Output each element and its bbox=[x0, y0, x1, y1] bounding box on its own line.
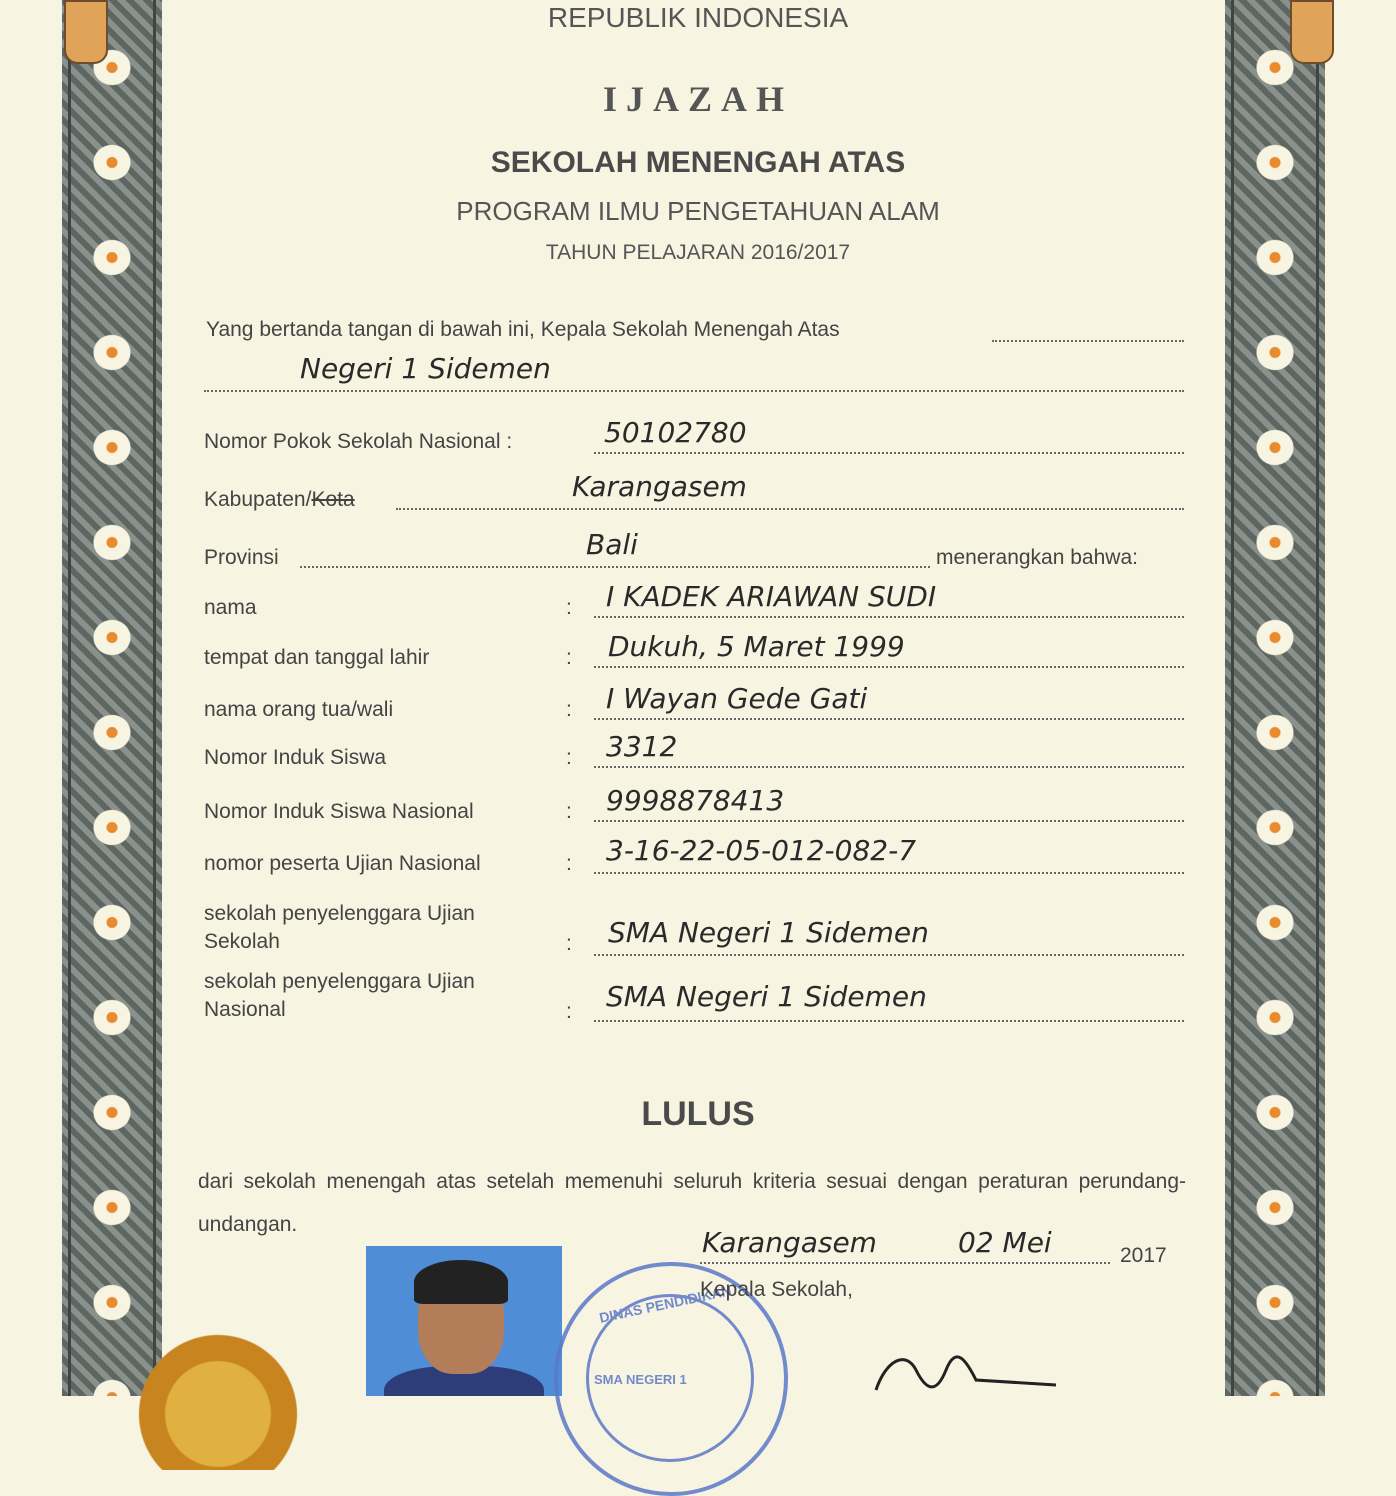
peserta-un-label: nomor peserta Ujian Nasional bbox=[204, 852, 481, 875]
kabupaten-value: Karangasem bbox=[572, 470, 747, 503]
principal-signature bbox=[866, 1340, 1066, 1400]
signature-year: 2017 bbox=[1120, 1244, 1167, 1267]
signature-city: Karangasem bbox=[702, 1226, 877, 1259]
result-statement: dari sekolah menengah atas setelah memenuhi seluruh kriteria sesuai dengan peraturan perundang-undangan. bbox=[198, 1170, 1186, 1236]
nama-label: nama bbox=[204, 596, 257, 619]
result-status: LULUS bbox=[641, 1095, 755, 1133]
provinsi-value: Bali bbox=[586, 528, 638, 561]
npsn-dotted-line bbox=[594, 452, 1184, 454]
peserta-un-value: 3-16-22-05-012-082-7 bbox=[606, 834, 917, 867]
penyelenggara-us-value: SMA Negeri 1 Sidemen bbox=[608, 916, 929, 949]
ttl-dotted-line bbox=[594, 666, 1184, 668]
ortu-value: I Wayan Gede Gati bbox=[606, 682, 868, 715]
nis-label: Nomor Induk Siswa bbox=[204, 746, 387, 769]
program-heading: PROGRAM ILMU PENGETAHUAN ALAM bbox=[456, 196, 940, 226]
ttl-colon: : bbox=[566, 646, 572, 669]
ttl-label: tempat dan tanggal lahir bbox=[204, 646, 430, 669]
penyelenggara-us-label-2: Sekolah bbox=[204, 930, 280, 953]
academic-year: TAHUN PELAJARAN 2016/2017 bbox=[545, 241, 851, 264]
penyelenggara-us-colon: : bbox=[566, 932, 572, 955]
nis-dotted-line bbox=[594, 766, 1184, 768]
nisn-label: Nomor Induk Siswa Nasional bbox=[204, 800, 474, 823]
intro-text: Yang bertanda tangan di bawah ini, Kepala Sekolah Menengah Atas bbox=[206, 318, 840, 341]
school-name-dotted-line bbox=[204, 390, 1184, 392]
penyelenggara-un-label-1: sekolah penyelenggara Ujian bbox=[204, 970, 475, 993]
signature-date-dotted-line bbox=[700, 1262, 1110, 1264]
kabupaten-label: Kabupaten/Kota bbox=[204, 488, 355, 511]
stamp-top-text: DINAS PENDIDIKAN bbox=[597, 1282, 733, 1326]
provinsi-label: Provinsi bbox=[204, 546, 279, 569]
intro-dotted-line bbox=[992, 340, 1184, 342]
nis-value: 3312 bbox=[606, 730, 678, 763]
penyelenggara-un-value: SMA Negeri 1 Sidemen bbox=[606, 980, 927, 1013]
school-name-value: Negeri 1 Sidemen bbox=[300, 352, 551, 385]
provinsi-dotted-line bbox=[300, 566, 930, 568]
npsn-value: 50102780 bbox=[604, 416, 747, 449]
nama-value: I KADEK ARIAWAN SUDI bbox=[606, 580, 937, 613]
nisn-colon: : bbox=[566, 800, 572, 823]
nisn-dotted-line bbox=[594, 820, 1184, 822]
penyelenggara-un-dotted-line bbox=[594, 1020, 1184, 1022]
nama-dotted-line bbox=[594, 616, 1184, 618]
provinsi-suffix: menerangkan bahwa: bbox=[936, 546, 1138, 569]
penyelenggara-us-dotted-line bbox=[594, 954, 1184, 956]
peserta-un-dotted-line bbox=[594, 872, 1184, 874]
student-photo bbox=[366, 1246, 562, 1396]
signature-position: Kepala Sekolah, bbox=[700, 1278, 853, 1301]
penyelenggara-un-label-2: Nasional bbox=[204, 998, 286, 1021]
peserta-un-colon: : bbox=[566, 852, 572, 875]
penyelenggara-un-colon: : bbox=[566, 1000, 572, 1023]
nama-colon: : bbox=[566, 596, 572, 619]
ttl-value: Dukuh, 5 Maret 1999 bbox=[608, 630, 905, 663]
nis-colon: : bbox=[566, 746, 572, 769]
npsn-label: Nomor Pokok Sekolah Nasional : bbox=[204, 430, 513, 453]
ortu-colon: : bbox=[566, 698, 572, 721]
kabupaten-dotted-line bbox=[396, 508, 1184, 510]
penyelenggara-us-label-1: sekolah penyelenggara Ujian bbox=[204, 902, 475, 925]
country-heading: REPUBLIK INDONESIA bbox=[547, 2, 849, 33]
stamp-center-text: SMA NEGERI 1 bbox=[594, 1372, 687, 1387]
ortu-label: nama orang tua/wali bbox=[204, 698, 394, 721]
ortu-dotted-line bbox=[594, 718, 1184, 720]
golden-seal-emblem bbox=[118, 1330, 318, 1470]
nisn-value: 9998878413 bbox=[606, 784, 785, 817]
document-title: IJAZAH bbox=[602, 79, 794, 119]
school-type-heading: SEKOLAH MENENGAH ATAS bbox=[490, 146, 906, 179]
signature-date: 02 Mei bbox=[958, 1226, 1052, 1259]
